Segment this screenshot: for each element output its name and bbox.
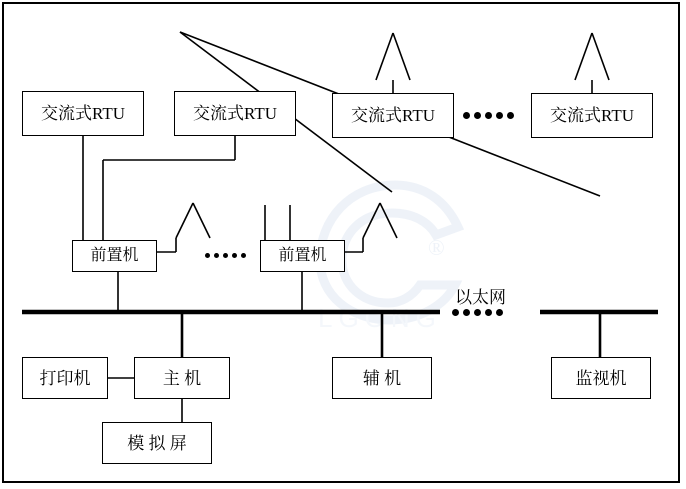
node-label: 打印机	[39, 368, 91, 388]
node-printer[interactable]	[22, 357, 108, 399]
node-label: 交流式RTU	[351, 106, 435, 125]
node-monitor[interactable]	[551, 357, 651, 399]
node-label: 交流式RTU	[41, 104, 125, 123]
node-label: 前置机	[90, 247, 139, 264]
node-rtu-1[interactable]	[22, 91, 144, 136]
node-auxiliary[interactable]	[332, 357, 432, 399]
node-rtu-4[interactable]	[531, 93, 653, 138]
svg-text:LGONG: LGONG	[318, 303, 442, 333]
node-label: 交流式RTU	[550, 106, 634, 125]
node-label: 主 机	[162, 368, 202, 388]
bus-ellipsis	[452, 309, 503, 316]
node-host[interactable]	[134, 357, 230, 399]
fep-ellipsis	[205, 253, 246, 258]
ethernet-label: 以太网	[455, 288, 506, 307]
node-fep-1[interactable]	[72, 240, 157, 272]
node-rtu-2[interactable]	[174, 91, 296, 136]
node-fep-2[interactable]	[260, 240, 345, 272]
node-label: 辅 机	[362, 368, 402, 388]
svg-text:®: ®	[428, 235, 445, 260]
rtu-ellipsis	[463, 112, 514, 119]
node-rtu-3[interactable]	[332, 93, 454, 138]
node-label: 交流式RTU	[193, 104, 277, 123]
node-label: 前置机	[278, 247, 327, 264]
node-mimic-board[interactable]	[102, 422, 212, 464]
node-label: 模 拟 屏	[127, 433, 187, 453]
node-label: 监视机	[575, 368, 627, 388]
